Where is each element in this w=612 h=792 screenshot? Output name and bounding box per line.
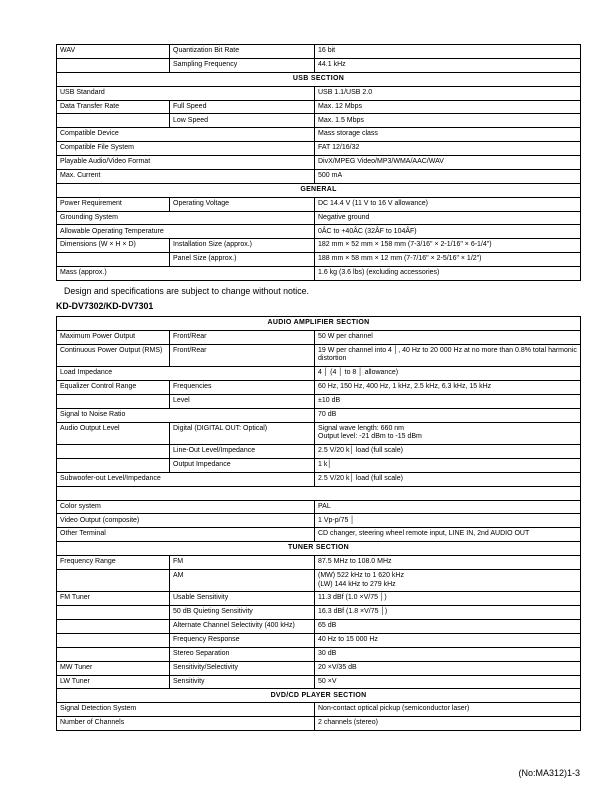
spec-sublabel: Output Impedance (170, 458, 315, 472)
spec-sublabel: Digital (DIGITAL OUT: Optical) (170, 422, 315, 444)
spec-value: 87.5 MHz to 108.0 MHz (315, 556, 581, 570)
spec-sublabel: Full Speed (170, 100, 315, 114)
spec-row (57, 569, 581, 591)
spec-table-lower-body (57, 317, 581, 731)
spec-value: 2 channels (stereo) (315, 717, 581, 731)
spec-label: Other Terminal (57, 528, 315, 542)
spec-value: Negative ground (315, 211, 581, 225)
spec-value: CD changer, steering wheel remote input, LINE IN, 2nd AUDIO OUT (315, 528, 581, 542)
spec-sublabel: Alternate Channel Selectivity (400 kHz) (170, 620, 315, 634)
spec-sublabel: Usable Sensitivity (170, 592, 315, 606)
spec-sublabel: Sampling Frequency (170, 58, 315, 72)
blank-cell (57, 486, 581, 500)
spec-label: Load Impedance (57, 367, 315, 381)
page-number: (No:MA312)1-3 (518, 768, 580, 778)
spec-value: 19 W per channel into 4 │, 40 Hz to 20 000 Hz at no more than 0.8% total harmonic distortion (315, 344, 581, 366)
spec-sublabel: Panel Size (approx.) (170, 253, 315, 267)
spec-value: PAL (315, 500, 581, 514)
spec-row (57, 717, 581, 731)
spec-row (57, 211, 581, 225)
spec-label: Data Transfer Rate (57, 100, 170, 114)
spec-row (57, 620, 581, 634)
spec-sublabel: Quantization Bit Rate (170, 45, 315, 59)
spec-row (57, 381, 581, 395)
spec-label: MW Tuner (57, 661, 170, 675)
spec-label (57, 569, 170, 591)
section-header-row (57, 317, 581, 331)
spec-row (57, 100, 581, 114)
spec-label: Color system (57, 500, 315, 514)
spec-value: 1 k│ (315, 458, 581, 472)
spec-row (57, 225, 581, 239)
spec-value: 50 ×V (315, 675, 581, 689)
section-title: DVD/CD PLAYER SECTION (57, 689, 581, 703)
spec-value: FAT 12/16/32 (315, 142, 581, 156)
spec-value: USB 1.1/USB 2.0 (315, 86, 581, 100)
spec-label (57, 620, 170, 634)
spec-value: 65 dB (315, 620, 581, 634)
section-title: AUDIO AMPLIFIER SECTION (57, 317, 581, 331)
spec-value: 11.3 dBf (1.0 ×V/75 │) (315, 592, 581, 606)
spec-label (57, 58, 170, 72)
spec-label: Power Requirement (57, 197, 170, 211)
spec-row (57, 344, 581, 366)
spec-value: 4 │ (4 │ to 8 │ allowance) (315, 367, 581, 381)
spec-value: 20 ×V/35 dB (315, 661, 581, 675)
spec-table-upper-body (57, 45, 581, 281)
spec-row (57, 592, 581, 606)
spec-value: (MW) 522 kHz to 1 620 kHz (LW) 144 kHz to 279 kHz (315, 569, 581, 591)
spec-label (57, 633, 170, 647)
spec-label: WAV (57, 45, 170, 59)
spec-row (57, 239, 581, 253)
spec-label (57, 253, 170, 267)
spec-row (57, 169, 581, 183)
spec-value: 2.5 V/20 k│ load (full scale) (315, 472, 581, 486)
spec-label: Frequency Range (57, 556, 170, 570)
spec-value: 0ÂC to +40ÂC (32ÂF to 104ÂF) (315, 225, 581, 239)
spec-label: Maximum Power Output (57, 330, 170, 344)
spec-label: Dimensions (W × H × D) (57, 239, 170, 253)
spec-value: Max. 1.5 Mbps (315, 114, 581, 128)
spec-value: 50 W per channel (315, 330, 581, 344)
blank-row (57, 486, 581, 500)
spec-value: Non-contact optical pickup (semiconductor laser) (315, 703, 581, 717)
spec-label: FM Tuner (57, 592, 170, 606)
spec-row (57, 675, 581, 689)
spec-label (57, 114, 170, 128)
section-title: TUNER SECTION (57, 542, 581, 556)
spec-value: 188 mm × 58 mm × 12 mm (7-7/16" × 2-5/16" × 1/2") (315, 253, 581, 267)
spec-sublabel: AM (170, 569, 315, 591)
spec-label: Subwoofer-out Level/Impedance (57, 472, 315, 486)
spec-sublabel: Stereo Separation (170, 647, 315, 661)
spec-value: 70 dB (315, 408, 581, 422)
spec-value: 2.5 V/20 k│ load (full scale) (315, 445, 581, 459)
spec-value: DC 14.4 V (11 V to 16 V allowance) (315, 197, 581, 211)
spec-row (57, 661, 581, 675)
spec-row (57, 128, 581, 142)
spec-value: 16.3 dBf (1.8 ×V/75 │) (315, 606, 581, 620)
spec-label: Continuous Power Output (RMS) (57, 344, 170, 366)
spec-row (57, 394, 581, 408)
spec-label: Number of Channels (57, 717, 315, 731)
spec-label (57, 458, 170, 472)
spec-value: Signal wave length: 660 nm Output level: -21 dBm to -15 dBm (315, 422, 581, 444)
spec-label: Signal Detection System (57, 703, 315, 717)
spec-row (57, 528, 581, 542)
spec-value: 500 mA (315, 169, 581, 183)
spec-value: ±10 dB (315, 394, 581, 408)
section-header-row (57, 689, 581, 703)
spec-row (57, 253, 581, 267)
spec-row (57, 556, 581, 570)
spec-row (57, 472, 581, 486)
spec-sublabel: Line-Out Level/Impedance (170, 445, 315, 459)
spec-row (57, 58, 581, 72)
spec-label: Playable Audio/Video Format (57, 156, 315, 170)
section-title: USB SECTION (57, 72, 581, 86)
spec-row (57, 500, 581, 514)
spec-sublabel: Sensitivity (170, 675, 315, 689)
section-header-row (57, 542, 581, 556)
spec-value: Mass storage class (315, 128, 581, 142)
spec-label: Signal to Noise Ratio (57, 408, 315, 422)
spec-label (57, 394, 170, 408)
spec-sublabel: Installation Size (approx.) (170, 239, 315, 253)
model-heading: KD-DV7302/KD-DV7301 (56, 301, 154, 311)
spec-label: LW Tuner (57, 675, 170, 689)
spec-label (57, 606, 170, 620)
spec-sublabel: Sensitivity/Selectivity (170, 661, 315, 675)
spec-row (57, 142, 581, 156)
spec-table-lower (56, 316, 581, 731)
spec-row (57, 197, 581, 211)
spec-row (57, 633, 581, 647)
spec-sublabel: Front/Rear (170, 330, 315, 344)
spec-label: USB Standard (57, 86, 315, 100)
spec-label: Compatible File System (57, 142, 315, 156)
spec-label: Video Output (composite) (57, 514, 315, 528)
spec-value: 1 Vp-p/75 │ (315, 514, 581, 528)
spec-label (57, 445, 170, 459)
section-header-row (57, 72, 581, 86)
spec-sublabel: Front/Rear (170, 344, 315, 366)
spec-label: Allowable Operating Temperature (57, 225, 315, 239)
spec-row (57, 156, 581, 170)
disclaimer-note: Design and specifications are subject to change without notice. (64, 286, 309, 296)
spec-table-upper (56, 44, 581, 281)
spec-row (57, 445, 581, 459)
spec-value: 60 Hz, 150 Hz, 400 Hz, 1 kHz, 2.5 kHz, 6.3 kHz, 15 kHz (315, 381, 581, 395)
spec-sublabel: Frequencies (170, 381, 315, 395)
spec-value: 16 bit (315, 45, 581, 59)
spec-label (57, 647, 170, 661)
spec-row (57, 606, 581, 620)
section-title: GENERAL (57, 183, 581, 197)
spec-row (57, 703, 581, 717)
spec-sublabel: 50 dB Quieting Sensitivity (170, 606, 315, 620)
spec-row (57, 267, 581, 281)
spec-sublabel: Operating Voltage (170, 197, 315, 211)
spec-label: Grounding System (57, 211, 315, 225)
spec-row (57, 458, 581, 472)
spec-row (57, 647, 581, 661)
spec-row (57, 86, 581, 100)
spec-sublabel: FM (170, 556, 315, 570)
spec-value: 40 Hz to 15 000 Hz (315, 633, 581, 647)
spec-sublabel: Frequency Response (170, 633, 315, 647)
spec-sublabel: Level (170, 394, 315, 408)
spec-value: Max. 12 Mbps (315, 100, 581, 114)
spec-value: 44.1 kHz (315, 58, 581, 72)
spec-value: 1.6 kg (3.6 lbs) (excluding accessories) (315, 267, 581, 281)
spec-label: Audio Output Level (57, 422, 170, 444)
spec-row (57, 45, 581, 59)
spec-label: Max. Current (57, 169, 315, 183)
spec-row (57, 114, 581, 128)
spec-sublabel: Low Speed (170, 114, 315, 128)
spec-value: DivX/MPEG Video/MP3/WMA/AAC/WAV (315, 156, 581, 170)
section-header-row (57, 183, 581, 197)
spec-label: Compatible Device (57, 128, 315, 142)
spec-label: Equalizer Control Range (57, 381, 170, 395)
spec-row (57, 408, 581, 422)
spec-row (57, 330, 581, 344)
spec-row (57, 514, 581, 528)
spec-row (57, 367, 581, 381)
spec-value: 182 mm × 52 mm × 158 mm (7-3/16" × 2-1/16" × 6-1/4") (315, 239, 581, 253)
spec-label: Mass (approx.) (57, 267, 315, 281)
spec-row (57, 422, 581, 444)
spec-value: 30 dB (315, 647, 581, 661)
